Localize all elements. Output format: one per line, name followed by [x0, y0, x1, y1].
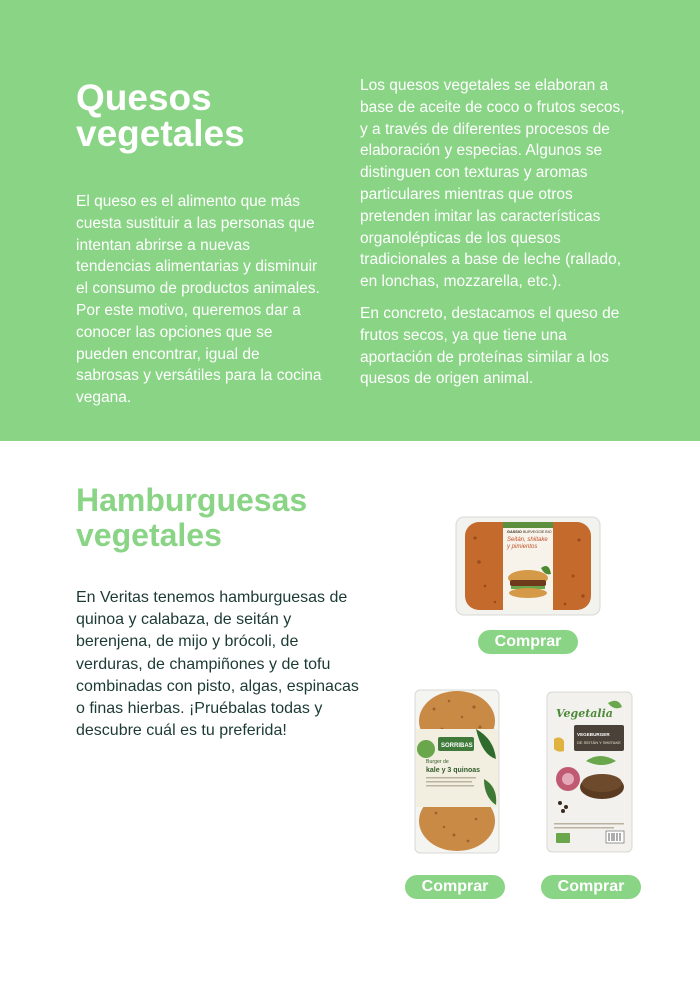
- hamburguesas-body: En Veritas tenemos hamburguesas de quinoa y calabaza, de seitán y berenjena, de mijo y brócoli, de verduras, de champiñones y de tofu combinadas con pisto, algas, espinacas o finas hierbas. ¡Pruébalas todas y descubre cuál es tu preferida!: [76, 589, 359, 740]
- hamburguesas-title-line2: vegetales: [76, 517, 222, 553]
- quesos-title: [76, 77, 316, 154]
- quesos-title-line1: Quesos: [76, 77, 212, 118]
- quesos-section: [0, 0, 700, 441]
- product-3-name-line1: VEGEBURGER: [577, 732, 610, 737]
- product-3-name-line2: DE SEITÁN Y SHIITAKE: [577, 740, 621, 745]
- product-image-sorribas: [414, 689, 500, 854]
- buy-button-vegetalia[interactable]: Comprar: [541, 875, 641, 899]
- product-image-vegetalia: [546, 691, 633, 853]
- buy-button-sorribas[interactable]: Comprar: [405, 875, 505, 899]
- hamburguesas-title: [76, 483, 376, 553]
- product-2-name-line1: Burger de: [426, 759, 449, 765]
- buy-button-burveggie[interactable]: Comprar: [478, 630, 578, 654]
- product-image-burveggie: [455, 516, 601, 616]
- quesos-lead: El queso es el alimento que más cuesta sustituir a las personas que intentan abrirse a nuevas tendencias alimentarias y disminuir el consumo de productos animales. Por este motivo, queremos dar a conocer las opciones que se pueden encontrar, igual de sabrosas y versátiles para la cocina vegana.: [76, 193, 322, 407]
- product-3-brand: Vegetalia: [556, 707, 613, 720]
- quesos-title-line2: vegetales: [76, 113, 245, 154]
- product-1-line: BURVEGGIE BIO: [523, 530, 552, 534]
- quesos-paragraph-1: Los quesos vegetales se elaboran a base de aceite de coco o frutos secos, y a través de diferentes procesos de elaboración y especias. Algunos se distinguen con texturas y aromas particulares mientras que otros pretenden imitar las características organolépticas de los quesos tradicionales a base de leche (rallado, en lonchas, mozzarella, etc.).: [360, 77, 625, 291]
- product-1-brand: GASSIO: [507, 530, 522, 534]
- product-1-name-line1: Seitán, shiitake: [507, 537, 548, 543]
- product-1-name-line2: y pimientos: [507, 544, 538, 550]
- product-2-brand: SORRIBAS: [441, 743, 473, 749]
- hamburguesas-title-line1: Hamburguesas: [76, 482, 308, 518]
- quesos-paragraph-2: En concreto, destacamos el queso de frutos secos, ya que tiene una aportación de proteínas similar a los quesos de origen animal.: [360, 304, 620, 388]
- product-2-name-line2: kale y 3 quinoas: [426, 767, 481, 774]
- quesos-column-right: [360, 75, 635, 390]
